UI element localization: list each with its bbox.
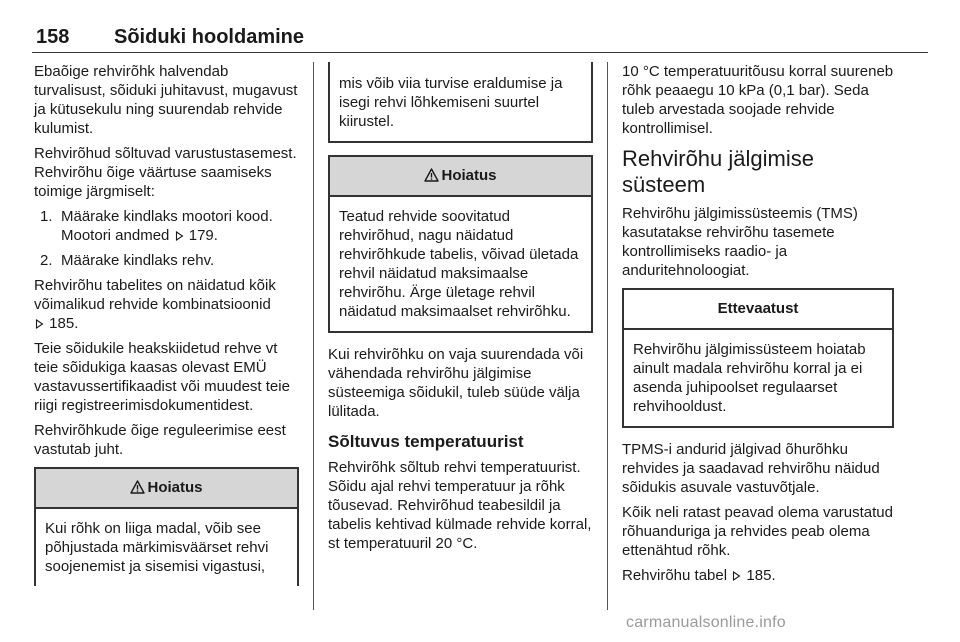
warning-triangle-icon bbox=[130, 480, 145, 494]
page-header bbox=[32, 24, 928, 53]
list-number: 1. bbox=[40, 208, 53, 225]
page-title: Sõiduki hooldamine bbox=[114, 26, 305, 48]
paragraph bbox=[34, 276, 299, 333]
list-number: 2. bbox=[40, 252, 53, 269]
warning-header bbox=[36, 469, 297, 509]
warning-body: mis võib viia turvise eraldumise ja isegi rehvi lõhkemiseni suurtel kiirustel. bbox=[339, 75, 563, 130]
warning-title: Hoiatus bbox=[147, 479, 203, 496]
page-reference-icon bbox=[35, 319, 44, 329]
page-reference[interactable]: 185. bbox=[49, 315, 79, 332]
page-reference[interactable]: 179. bbox=[188, 227, 218, 244]
warning-body: Kui rõhk on liiga madal, võib see põhjustada märkimisväärset rehvi soojenemist ja sisemisi vigastusi, bbox=[45, 520, 269, 575]
paragraph-text: Rehvirõhu tabel bbox=[622, 567, 728, 584]
paragraph: Rehvirõhk sõltub rehvi temperatuurist. Sõidu ajal rehvi temperatuur ja rõhk tõusevad. Rehvirõhud teabesildil ja tabelis kehtivad külmade rehvide korral, st temperatuuril 20 °C. bbox=[328, 459, 592, 552]
paragraph: Kõik neli ratast peavad olema varustatud rõhuanduriga ja rehvides peab olema ettenähtud rõhk. bbox=[622, 504, 893, 559]
warning-triangle-icon bbox=[424, 168, 439, 182]
caution-body: Rehvirõhu jälgimissüsteem hoiatab ainult madala rehvirõhu korral ja ei asenda juhipoolset regulaarset rehvihooldust. bbox=[633, 341, 866, 415]
column-divider bbox=[313, 62, 314, 610]
watermark: carmanualsonline.info bbox=[626, 614, 786, 631]
section-heading: Sõltuvus temperatuurist bbox=[328, 432, 524, 451]
warning-box-continued bbox=[328, 62, 593, 143]
paragraph: Rehvirõhu jälgimissüsteemis (TMS) kasutatakse rehvirõhu tasemete kontrollimiseks raadio- ja anduritehnoloogiat. bbox=[622, 205, 858, 279]
paragraph: TPMS-i andurid jälgivad õhurõhku rehvides ja saadavad rehvirõhu näidud sõidukis asuvale vastuvõtjale. bbox=[622, 441, 880, 496]
column-3 bbox=[622, 62, 894, 591]
warning-body: Teatud rehvide soovitatud rehvirõhud, nagu näidatud rehvirõhkude tabelis, võivad ületada rehvil näidatud maksimaalse rehvirõhu. Ärge ületage rehvil näidatud maksimaalset rehvirõhku. bbox=[339, 208, 579, 320]
numbered-list bbox=[34, 207, 299, 270]
paragraph: Rehvirõhud sõltuvad varustustasemest. Rehvirõhu õige väärtuse saamiseks toimige järgmiselt: bbox=[34, 145, 297, 200]
caution-box bbox=[622, 288, 894, 428]
list-text: Määrake kindlaks mootori kood. Mootori andmed bbox=[61, 208, 273, 244]
page-reference-icon bbox=[175, 231, 184, 241]
page-number: 158 bbox=[36, 26, 70, 48]
column-divider bbox=[607, 62, 608, 610]
paragraph-text: Rehvirõhu tabelites on näidatud kõik võimalikud rehvide kombinatsioonid bbox=[34, 277, 276, 313]
page-reference-icon bbox=[732, 571, 741, 581]
paragraph: Ebaõige rehvirõhk halvendab turvalisust, sõiduki juhitavust, mugavust ja kütusekulu ning suurendab rehvide kulumist. bbox=[34, 63, 298, 137]
page-reference[interactable]: 185. bbox=[746, 567, 776, 584]
column-1 bbox=[34, 62, 299, 586]
paragraph: Kui rehvirõhku on vaja suurendada või vähendada rehvirõhu jälgimise süsteemiga sõidukil, tuleb süüde välja lülitada. bbox=[328, 346, 584, 420]
list-item bbox=[34, 251, 299, 270]
warning-header bbox=[330, 157, 591, 197]
warning-box bbox=[34, 467, 299, 586]
column-2 bbox=[328, 62, 593, 559]
warning-box bbox=[328, 155, 593, 333]
list-item bbox=[34, 207, 299, 245]
paragraph bbox=[622, 566, 894, 585]
warning-title: Hoiatus bbox=[441, 167, 497, 184]
paragraph: Teie sõidukile heakskiidetud rehve vt teie sõidukiga kaasas olevast EMÜ vastavussertifikaadist või muudest teie riigi registreerimisdokumentidest. bbox=[34, 340, 290, 414]
list-text: Määrake kindlaks rehv. bbox=[61, 252, 215, 269]
caution-header: Ettevaatust bbox=[624, 290, 892, 330]
paragraph: Rehvirõhkude õige reguleerimise eest vastutab juht. bbox=[34, 422, 286, 458]
paragraph: 10 °C temperatuuritõusu korral suureneb rõhk peaaegu 10 kPa (0,1 bar). Seda tuleb arvestada soojade rehvide kontrollimisel. bbox=[622, 63, 894, 137]
section-heading: Rehvirõhu jälgimise süsteem bbox=[622, 146, 814, 197]
